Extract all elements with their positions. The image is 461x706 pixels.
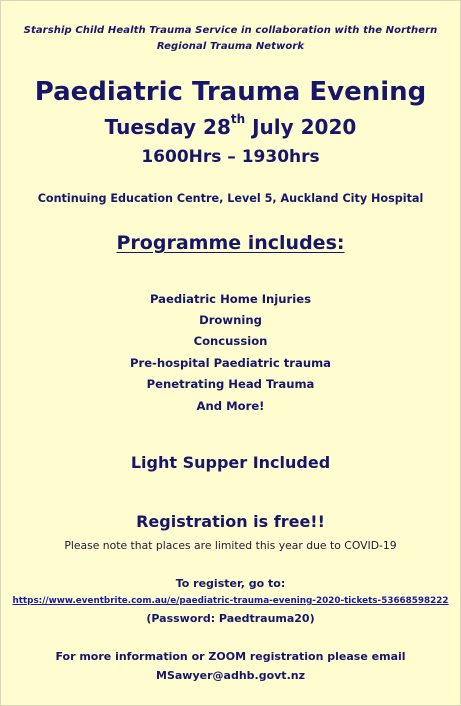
event-title: Paediatric Trauma Evening bbox=[34, 77, 427, 107]
register-instruction: To register, go to: bbox=[175, 577, 286, 590]
programme-heading: Programme includes: bbox=[116, 232, 345, 254]
contact-instruction: For more information or ZOOM registration please email bbox=[55, 650, 406, 663]
event-venue: Continuing Education Centre, Level 5, Auckland City Hospital bbox=[37, 192, 424, 205]
event-date bbox=[1, 112, 460, 139]
event-date-ordinal: th bbox=[230, 112, 246, 126]
programme-item: Pre-hospital Paediatric trauma bbox=[129, 356, 331, 370]
eventbrite-registration-link[interactable]: https://www.eventbrite.com.au/e/paediatric-trauma-evening-2020-tickets-53668598222 bbox=[12, 596, 449, 606]
event-time: 1600Hrs – 1930hrs bbox=[141, 147, 320, 167]
programme-item: Drowning bbox=[199, 313, 262, 327]
organiser-header-line-1: Starship Child Health Trauma Service in collaboration with the Northern bbox=[23, 25, 438, 36]
event-date-day: Tuesday 28 bbox=[104, 115, 231, 139]
supper-note: Light Supper Included bbox=[130, 453, 331, 472]
registration-password: (Password: Paedtrauma20) bbox=[146, 612, 315, 625]
programme-item: And More! bbox=[196, 399, 265, 413]
event-date-month-year: July 2020 bbox=[245, 115, 357, 139]
organiser-header-line-2: Regional Trauma Network bbox=[156, 41, 305, 52]
covid-note: Please note that places are limited this year due to COVID-19 bbox=[64, 539, 397, 552]
contact-email[interactable]: MSawyer@adhb.govt.nz bbox=[156, 669, 305, 682]
programme-item: Concussion bbox=[193, 334, 268, 348]
registration-heading: Registration is free!! bbox=[136, 512, 325, 531]
programme-item: Paediatric Home Injuries bbox=[149, 292, 311, 306]
programme-item: Penetrating Head Trauma bbox=[146, 377, 315, 391]
